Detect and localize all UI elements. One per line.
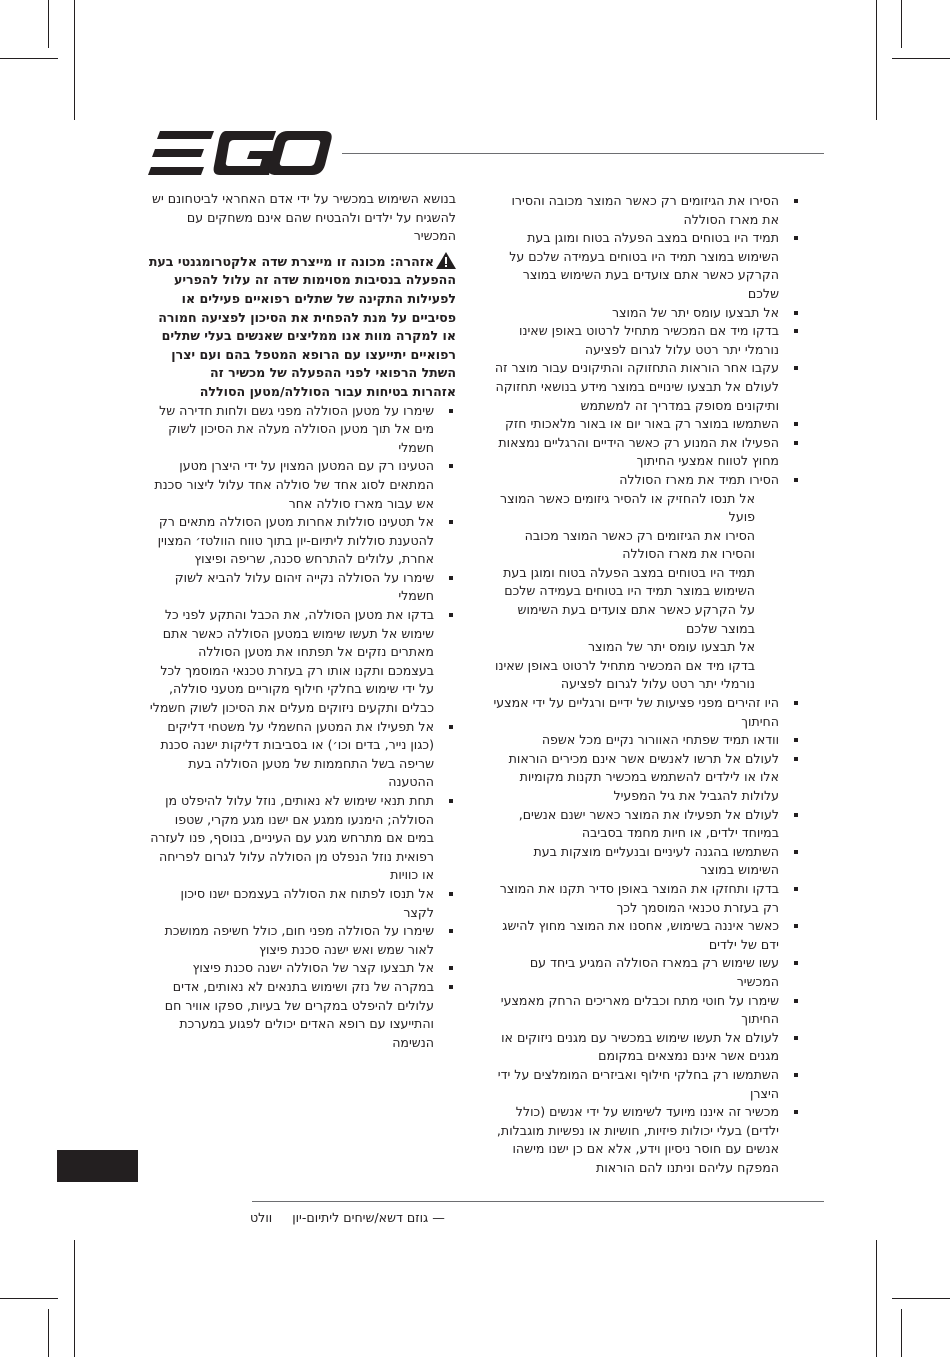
list-item: השתמשו במוצר רק באור יום או באור מלאכותי חזק	[492, 415, 801, 434]
crop-mark	[876, 0, 877, 120]
sub-list	[492, 490, 779, 695]
right-list	[492, 192, 801, 1177]
list-item: היו זהירים מפני פציעות של ידיים ורגליים על ידי אמצעי החיתוך	[492, 694, 801, 731]
intro-paragraph: בנושא השימוש במכשיר על ידי אדם האחראי לביטחונם יש להשגיח על ילדים ולהבטיח שהם אינם משחקים עם המכשיר	[152, 191, 456, 244]
list-item: לעולם אל תרשו לאנשים אשר אינם מכירים הוראות אלו או לילדים להשתמש במכשיר תקנות מקומיות עלולות להגביל את גיל המפעיל	[492, 750, 801, 806]
list-item: אל תטעינו סוללות אחרות מטען הסוללה מתאים רק להטענת סוללות ליתיום-יון בתוך טווח הוולטז׳ המצוין אחרת, עלולים להתרחש סכנה, שריפה ופיצוץ	[148, 513, 456, 569]
list-item: הפעילו את המנוע רק כאשר הידיים והרגליים נמצאות מחוץ לטווח אמצעי החיתוך	[492, 434, 801, 471]
ego-logo	[148, 131, 332, 175]
list-item: אל תפעילו את המטען החשמלי על משטחי דליקים (כגון נייר, בדים וכו׳) או בסביבות דליקות ישנה סכנת שריפה בשל התחממות של מטען הסוללה בעת ההטענה	[148, 718, 456, 792]
list-item: תחת תנאי שימוש לא נאותים, נוזל עלול להיפלט מן הסוללה; הימנעו ממגע אם ישנו מגע מקרי, שטפו במים אם מתרחש מגע עם העיניים, בנוסף, פנו לעזרה רפואית נוזל הנפלט מן הסוללה עלול לגרום לפריחה או כוויות	[148, 792, 456, 885]
left-list	[148, 402, 456, 1053]
footer-unit: וולט	[250, 1210, 273, 1225]
list-item: עשו שימוש רק במארז הסוללה המגיע ביחד עם המכשיר	[492, 954, 801, 991]
warning-triangle-icon	[436, 252, 456, 269]
list-item: הטעינו רק עם המטען המצוין על ידי היצרן מטען המתאים לסוג אחד של סוללה אחד עלול ליצור סכנת אש עבור מארז סוללה אחר	[148, 457, 456, 513]
list-item: עקבו אחר הוראות התחזוקה והתיקונים עבור מוצר זה לעולם אל תבצעו שינויים במוצר מידע בנושאי תחזוקה ותיקונים מסופק במדריך זה למשתמש	[492, 359, 801, 415]
footer-rule	[252, 1201, 824, 1202]
crop-mark	[48, 0, 49, 48]
page-tab	[57, 1150, 138, 1182]
list-item: לעולם אל תעשו שימוש במכשיר עם מגנים ניזוקים או מגנים אשר אינם נמצאים במקומם	[492, 1029, 801, 1066]
crop-mark	[48, 1309, 49, 1357]
list-item: שימרו על מטען הסוללה מפני גשם ולחות חדירה של מים אל תוך מטען הסוללה מעלה את הסיכון לשוק חשמלי	[148, 402, 456, 458]
list-item: השתמשו בהגנה לעיניים ובנעליים מוצקות בעת השימוש במוצר	[492, 843, 801, 880]
list-item: אל תבצעו קצר של הסוללה ישנה סכנת פיצוץ	[148, 959, 456, 978]
list-item: תמיד היו בטוחים במצב הפעלה בטוח ומוגן בעת השימוש במוצר תמיד היו בטוחים בעמידה שלכם על הקרקע כאשר אתם צועדים בעת השימוש במוצר שלכם	[492, 229, 801, 303]
list-item: הסירו את הגיזומים רק כאשר המוצר מכובה והסירו את מארז הסוללה	[492, 192, 801, 229]
list-item: בדקו ותחזקו את המוצר באופן סדיר תקנו את המוצר רק בעזרת טכנאי המוסמך לכך	[492, 880, 801, 917]
left-column	[148, 190, 456, 1052]
right-column	[492, 192, 801, 1177]
list-item: בדקו מיד אם המכשיר מתחיל לרטוט באופן שאינו נורמלי יתר רטט עלול לגרום לפציעה	[492, 322, 801, 359]
list-item: שימרו על הסוללה נקייה זיהום עלול להביא לשוק חשמלי	[148, 569, 456, 606]
list-item	[492, 471, 801, 694]
warning-text: אזהרה: מכונה זו מייצרת שדה אלקטרומגנטי בעת ההפעלה בנסיבות מסוימות שדה זה עלול להפריע לפעילות התקינה של שתלים רפואיים פעילים או פסיביים על מנת להפחית את הסיכון לפציעה חמורה או למקרה מוות אנו ממליצים שאנשים בעלי שתלים רפואיים יתייעצו עם הרופא המטפל בהם ועם יצרן השתל הרפואי לפני ההפעלה של מכשיר זה	[148, 253, 456, 381]
crop-mark	[0, 1298, 58, 1299]
sub-list-item: אל תבצעו עומס יתר של המוצר	[587, 639, 755, 655]
warning-block	[148, 252, 456, 402]
list-item: השתמשו רק בחלקי חילוף ואביזרים המומלצים על ידי היצרן	[492, 1066, 801, 1103]
crop-mark	[901, 0, 902, 48]
list-item: במקרה של נזק ושימוש בתנאים לא נאותים, אדים עלולים להיפלט במקרים של בעיות, ספקו אוויר חם והתייעצו עם רופא האדים יכולים לפגוע במערכת הנשימה	[148, 978, 456, 1052]
sub-list-item: תמיד היו בטוחים במצב הפעלה בטוח ומוגן בעת השימוש במוצר תמיד היו בטוחים בעמידה שלכם על הקרקע כאשר אתם צועדים בעת השימוש במוצר שלכם	[503, 564, 755, 636]
footer	[250, 1210, 480, 1225]
list-item: מכשיר זה איננו מיועד לשימוש על ידי אנשים (כולל ילדים) בעלי יכולות פיזיות, חושיות או נפשיות מוגבלות, אנשים עם חוסר ניסיון וידע, אלא אם כן ישנו מישהו המפקח עליהם וניתנו להם הוראות	[492, 1103, 801, 1177]
list-item: וודאו תמיד שפתחי האוורור נקיים מכל אשפה	[492, 731, 801, 750]
header-rule	[342, 153, 824, 154]
crop-mark	[901, 1309, 902, 1357]
sub-list-item: אל תנסו להחזיק או להסיר גיזומים כאשר המוצר פועל	[499, 490, 755, 525]
list-item: שימרו על הסוללה מפני חום, כולל חשיפה ממושכת לאור שמש ואש ישנה סכנת פיצוץ	[148, 922, 456, 959]
list-item: לעולם אל תפעילו את המוצר כאשר ישנם אנשים, במיוחד ילדים, או חיות מחמד בסביבה	[492, 806, 801, 843]
crop-mark	[74, 1240, 75, 1357]
list-item: אל תבצעו עומס יתר של המוצר	[492, 304, 801, 323]
list-item: בדקו את מטען הסוללה, את הכבל והתקע לפני כל שימוש אל תעשו שימוש במטען הסוללה כאשר אתם מאתרים נזקים אל תפתחו את מטען הסוללה בעצמכם ותקנו אותו רק בעזרת טכנאי המוסמך לכל על ידי שימוש בחלקי חילוף מקוריים מטעני סוללה, כבלים ותקעים ניזוקים מעלים את הסיכון לשוק חשמלי	[148, 606, 456, 718]
list-item: אל תנסו לפתוח את הסוללה בעצמכם ישנו סיכון לקצר	[148, 885, 456, 922]
list-item-text: הסירו תמיד את מארז הסוללה	[619, 471, 779, 487]
crop-mark	[0, 58, 58, 59]
crop-mark	[892, 58, 950, 59]
crop-mark	[876, 1240, 877, 1357]
footer-title: — גוזם דשא/שיחים ליתיום-יון	[292, 1210, 445, 1225]
sub-list-item: הסירו את הגיזומים רק כאשר המוצר מכובה והסירו את מארז הסוללה	[524, 527, 755, 562]
list-item: כאשר איננה בשימוש, אחסנו את המוצר מחוץ להישג ידם של ילדים	[492, 917, 801, 954]
list-item: שימרו על חוטי מתח וכבלים מאריכים הרחק מאמצעי החיתוך	[492, 992, 801, 1029]
crop-mark	[892, 1298, 950, 1299]
sub-list-item: בדקו מיד אם המכשיר מתחיל לרטוט באופן שאינו נורמלי יתר רטט עלול לגרום לפציעה	[495, 657, 755, 692]
crop-mark	[74, 0, 75, 120]
section-heading: אזהרות בטיחות עבור הסוללה/מטען הסוללה	[199, 383, 456, 399]
